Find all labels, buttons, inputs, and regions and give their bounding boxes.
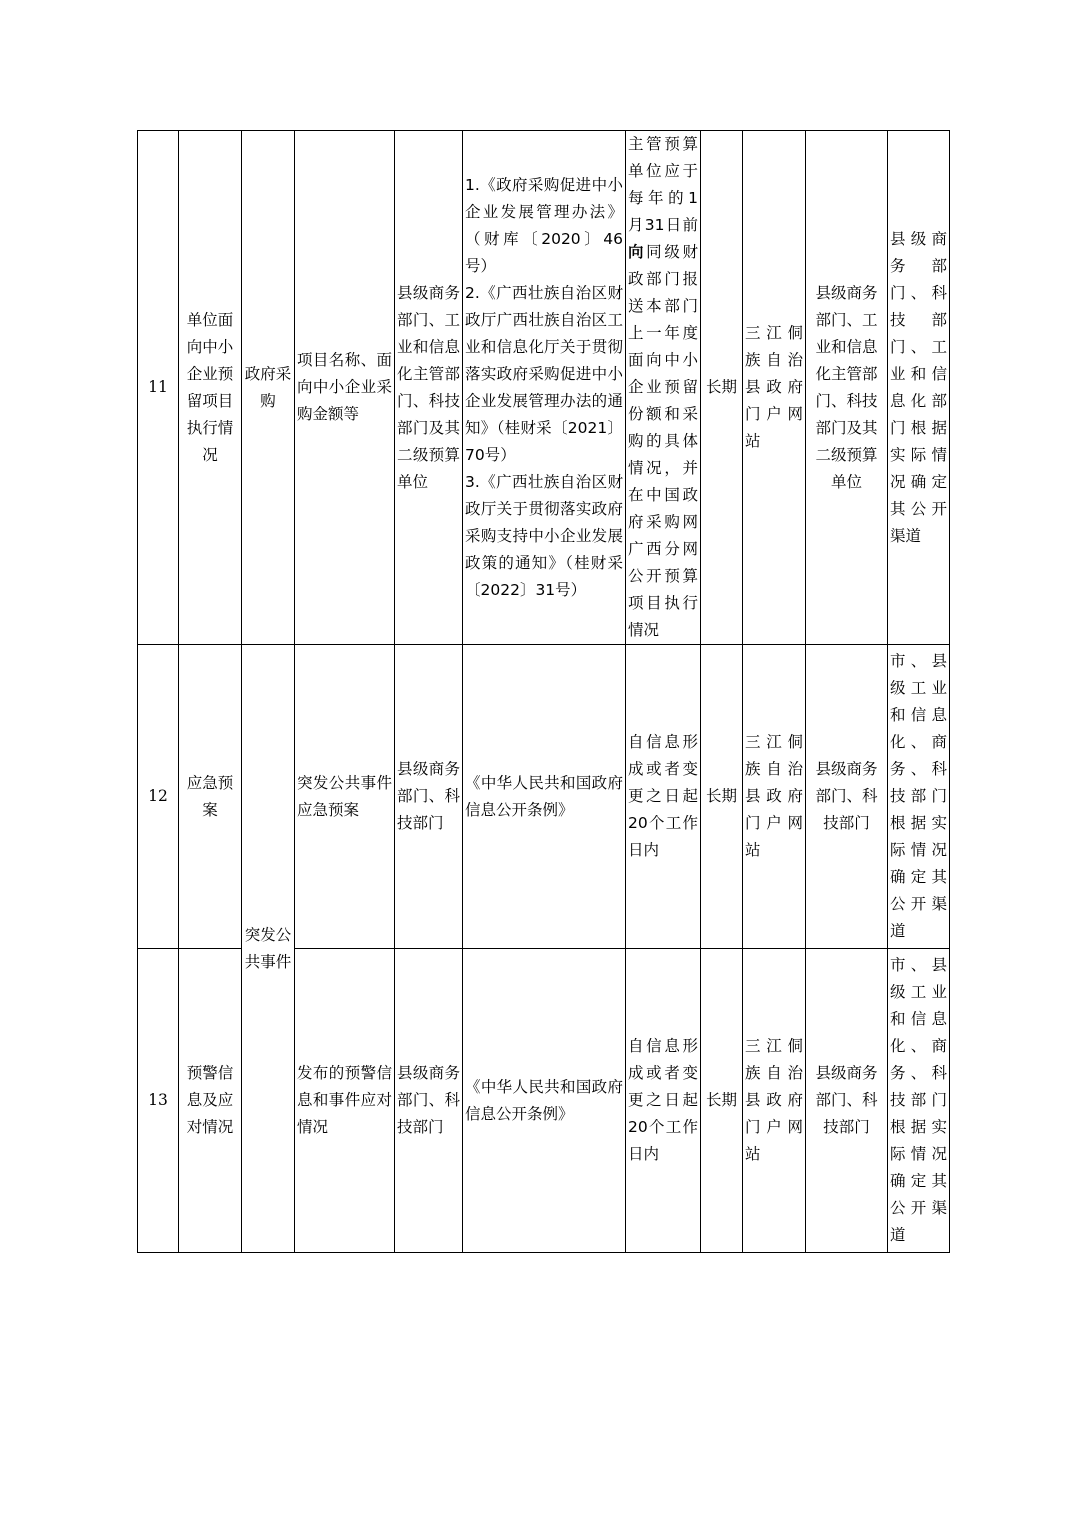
- period-cell: 长期: [701, 645, 743, 949]
- category-cell: 突发公共事件: [242, 645, 295, 1253]
- basis-cell: [463, 131, 626, 645]
- table-row: [138, 645, 950, 949]
- time-cell: 自信息形成或者变更之日起20个工作日内: [626, 645, 701, 949]
- period-cell: 长期: [701, 131, 743, 645]
- channel-cell: 三江侗族自治县政府门户网站: [743, 131, 806, 645]
- time-cell: 自信息形成或者变更之日起20个工作日内: [626, 949, 701, 1253]
- time-text: 同级财政部门报送本部门上一年度面向中小企业预留份额和采购的具体情况，并在中国政府采购网广西分网公开预算项目执行情况: [628, 243, 698, 639]
- subject-cell: 县级商务部门、工业和信息化主管部门、科技部门及其二级预算单位: [395, 131, 463, 645]
- note-cell: 市、县级工业和信息化、商务、科技部门根据实际情况确定其公开渠道: [888, 949, 950, 1253]
- dept-cell: 县级商务部门、科技部门: [806, 645, 888, 949]
- item-cell: 应急预案: [179, 645, 242, 949]
- dept-cell: 县级商务部门、工业和信息化主管部门、科技部门及其二级预算单位: [806, 131, 888, 645]
- time-text: 主管预算单位应于每年的1月31日前: [628, 135, 698, 234]
- period-cell: 长期: [701, 949, 743, 1253]
- content-cell: 突发公共事件应急预案: [295, 645, 395, 949]
- basis-cell: 《中华人民共和国政府信息公开条例》: [463, 949, 626, 1253]
- item-cell: 预警信息及应对情况: [179, 949, 242, 1253]
- subject-cell: 县级商务部门、科技部门: [395, 645, 463, 949]
- channel-cell: 三江侗族自治县政府门户网站: [743, 949, 806, 1253]
- row-number: 13: [138, 949, 179, 1253]
- dept-cell: 县级商务部门、科技部门: [806, 949, 888, 1253]
- time-cell: [626, 131, 701, 645]
- time-text-bold: 向: [628, 243, 647, 261]
- item-cell: 单位面向中小企业预留项目执行情况: [179, 131, 242, 645]
- table-row: [138, 131, 950, 645]
- content-cell: 发布的预警信息和事件应对情况: [295, 949, 395, 1253]
- row-number: 12: [138, 645, 179, 949]
- content-cell: 项目名称、面向中小企业采购金额等: [295, 131, 395, 645]
- basis-line: 2.《广西壮族自治区财政厅广西壮族自治区工业和信息化厅关于贯彻落实政府采购促进中小企业发展管理办法的通知》（桂财采〔2021〕70号）: [465, 283, 623, 464]
- channel-cell: 三江侗族自治县政府门户网站: [743, 645, 806, 949]
- basis-line: 1.《政府采购促进中小企业发展管理办法》（财库〔2020〕46号）: [465, 175, 623, 275]
- category-cell: 政府采购: [242, 131, 295, 645]
- subject-cell: 县级商务部门、科技部门: [395, 949, 463, 1253]
- row-number: 11: [138, 131, 179, 645]
- disclosure-table: [137, 130, 950, 1253]
- basis-cell: 《中华人民共和国政府信息公开条例》: [463, 645, 626, 949]
- basis-line: 3.《广西壮族自治区财政厅关于贯彻落实政府采购支持中小企业发展政策的通知》（桂财采〔2022〕31号）: [465, 472, 623, 599]
- note-cell: 县级商务部门、科技部门、工业和信息化部门根据实际情况确定其公开渠道: [888, 131, 950, 645]
- note-cell: 市、县级工业和信息化、商务、科技部门根据实际情况确定其公开渠道: [888, 645, 950, 949]
